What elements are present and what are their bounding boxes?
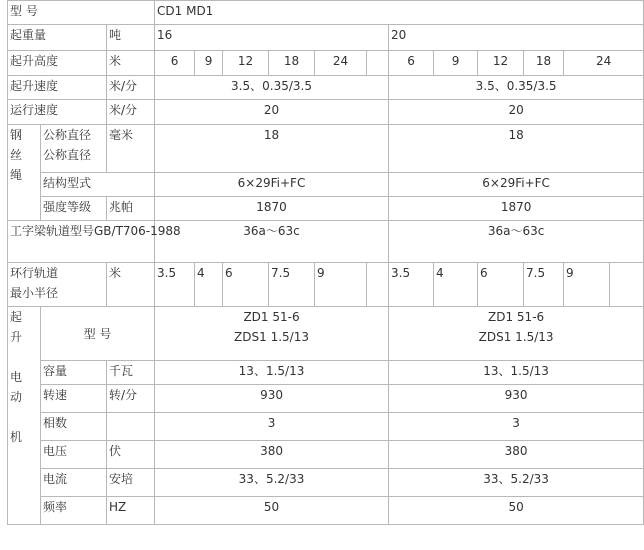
motor-current-left: 33、5.2/33 xyxy=(155,469,389,497)
lift-height-left-3: 12 xyxy=(223,51,269,76)
motor-capacity-label: 容量 xyxy=(41,361,107,385)
lift-height-left-5: 24 xyxy=(315,51,367,76)
motor-frequency-label: 频率 xyxy=(41,497,107,525)
row-rope-structure xyxy=(8,173,644,197)
motor-frequency-left: 50 xyxy=(155,497,389,525)
row-lift-speed xyxy=(8,76,644,100)
lift-height-right-5: 24 xyxy=(564,51,644,76)
travel-speed-unit: 米/分 xyxy=(107,100,155,125)
track-radius-right-1: 3.5 xyxy=(389,263,434,307)
travel-speed-label: 运行速度 xyxy=(8,100,107,125)
track-radius-label: 环行轨道 最小半径 xyxy=(8,263,107,307)
rope-diameter-right: 18 xyxy=(389,125,644,173)
row-rope-strength xyxy=(8,197,644,221)
row-capacity xyxy=(8,25,644,51)
row-lift-height xyxy=(8,51,644,76)
model-values: CD1 MD1 xyxy=(155,1,644,25)
lift-height-right-4: 18 xyxy=(524,51,564,76)
row-model xyxy=(8,1,644,25)
lift-speed-right: 3.5、0.35/3.5 xyxy=(389,76,644,100)
rope-strength-unit: 兆帕 xyxy=(107,197,155,221)
track-radius-left-6 xyxy=(367,263,389,307)
motor-capacity-left: 13、1.5/13 xyxy=(155,361,389,385)
lift-height-right-1: 6 xyxy=(389,51,434,76)
lift-height-left-1: 6 xyxy=(155,51,195,76)
rope-strength-label: 强度等级 xyxy=(41,197,107,221)
rope-strength-left: 1870 xyxy=(155,197,389,221)
lift-speed-label: 起升速度 xyxy=(8,76,107,100)
rope-diameter-label: 公称直径 公称直径 xyxy=(41,125,107,173)
lift-height-right-3: 12 xyxy=(478,51,524,76)
lift-speed-left: 3.5、0.35/3.5 xyxy=(155,76,389,100)
motor-speed-unit: 转/分 xyxy=(107,385,155,413)
row-travel-speed xyxy=(8,100,644,125)
motor-current-right: 33、5.2/33 xyxy=(389,469,644,497)
motor-phases-left: 3 xyxy=(155,413,389,441)
motor-phases-label: 相数 xyxy=(41,413,107,441)
capacity-right: 20 xyxy=(389,25,644,51)
motor-current-label: 电流 xyxy=(41,469,107,497)
rope-group-label: 钢 丝 绳 xyxy=(8,125,41,221)
row-motor-frequency xyxy=(8,497,644,525)
row-rope-diameter xyxy=(8,125,644,173)
travel-speed-left: 20 xyxy=(155,100,389,125)
capacity-left: 16 xyxy=(155,25,389,51)
lift-speed-unit: 米/分 xyxy=(107,76,155,100)
track-radius-unit: 米 xyxy=(107,263,155,307)
rope-diameter-unit: 毫米 xyxy=(107,125,155,173)
motor-capacity-right: 13、1.5/13 xyxy=(389,361,644,385)
beam-label: 工字梁轨道型号GB/T706-1988 xyxy=(8,221,155,263)
row-beam xyxy=(8,221,644,263)
track-radius-right-2: 4 xyxy=(434,263,478,307)
motor-model-left: ZD1 51-6 ZDS1 1.5/13 xyxy=(155,307,389,361)
rope-diameter-left: 18 xyxy=(155,125,389,173)
motor-speed-label: 转速 xyxy=(41,385,107,413)
lift-height-right-2: 9 xyxy=(434,51,478,76)
spec-table xyxy=(7,0,644,525)
rope-strength-right: 1870 xyxy=(389,197,644,221)
track-radius-left-4: 7.5 xyxy=(269,263,315,307)
track-radius-right-4: 7.5 xyxy=(524,263,564,307)
motor-voltage-right: 380 xyxy=(389,441,644,469)
beam-left: 36a～63c xyxy=(155,221,389,263)
track-radius-left-2: 4 xyxy=(195,263,223,307)
lift-height-label: 起升高度 xyxy=(8,51,107,76)
track-radius-left-5: 9 xyxy=(315,263,367,307)
capacity-unit: 吨 xyxy=(107,25,155,51)
row-motor-voltage xyxy=(8,441,644,469)
row-track-radius xyxy=(8,263,644,307)
track-radius-left-1: 3.5 xyxy=(155,263,195,307)
rope-structure-right: 6×29Fi+FC xyxy=(389,173,644,197)
row-motor-current xyxy=(8,469,644,497)
row-motor-phases xyxy=(8,413,644,441)
motor-voltage-left: 380 xyxy=(155,441,389,469)
motor-voltage-label: 电压 xyxy=(41,441,107,469)
motor-phases-unit xyxy=(107,413,155,441)
row-motor-capacity xyxy=(8,361,644,385)
motor-group-label: 起 升 电 动 机 xyxy=(8,307,41,525)
rope-structure-left: 6×29Fi+FC xyxy=(155,173,389,197)
motor-speed-left: 930 xyxy=(155,385,389,413)
track-radius-right-6 xyxy=(610,263,644,307)
track-radius-right-3: 6 xyxy=(478,263,524,307)
rope-structure-label: 结构型式 xyxy=(41,173,155,197)
motor-voltage-unit: 伏 xyxy=(107,441,155,469)
motor-model-label: 型 号 xyxy=(41,307,155,361)
track-radius-right-5: 9 xyxy=(564,263,610,307)
motor-frequency-unit: HZ xyxy=(107,497,155,525)
travel-speed-right: 20 xyxy=(389,100,644,125)
motor-frequency-right: 50 xyxy=(389,497,644,525)
lift-height-unit: 米 xyxy=(107,51,155,76)
lift-height-left-6 xyxy=(367,51,389,76)
motor-phases-right: 3 xyxy=(389,413,644,441)
lift-height-left-2: 9 xyxy=(195,51,223,76)
motor-speed-right: 930 xyxy=(389,385,644,413)
lift-height-left-4: 18 xyxy=(269,51,315,76)
track-radius-left-3: 6 xyxy=(223,263,269,307)
motor-model-right: ZD1 51-6 ZDS1 1.5/13 xyxy=(389,307,644,361)
capacity-label: 起重量 xyxy=(8,25,107,51)
motor-capacity-unit: 千瓦 xyxy=(107,361,155,385)
row-motor-speed xyxy=(8,385,644,413)
motor-current-unit: 安培 xyxy=(107,469,155,497)
model-label: 型 号 xyxy=(8,1,155,25)
beam-right: 36a～63c xyxy=(389,221,644,263)
row-motor-model xyxy=(8,307,644,361)
